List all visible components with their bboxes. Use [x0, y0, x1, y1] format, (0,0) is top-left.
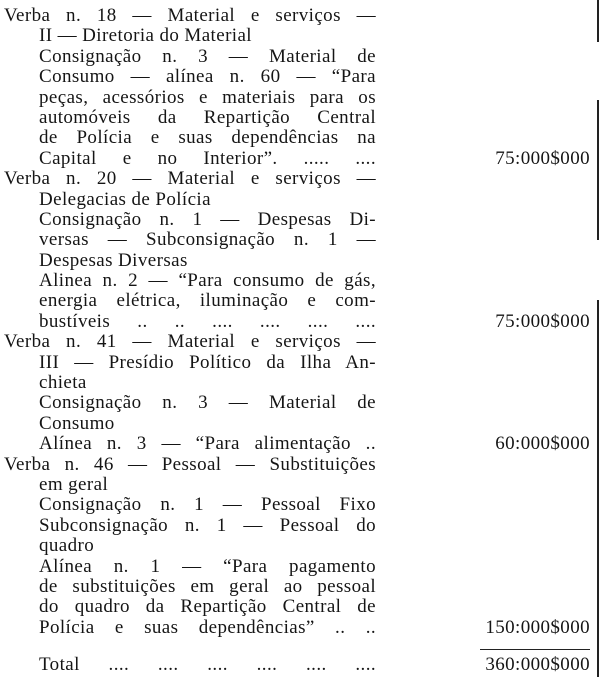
text-line: [0, 414, 600, 434]
line-text: Verba n. 20 — Material e serviços —: [4, 169, 376, 190]
column-border: [597, 100, 599, 240]
budget-listing: [0, 6, 600, 638]
line-text: Consumo — alínea n. 60 — “Para: [39, 67, 376, 88]
line-text: II — Diretoria do Material: [39, 26, 252, 47]
text-line: [0, 149, 600, 169]
text-line: [0, 455, 600, 475]
text-line: [0, 47, 600, 67]
line-text: III — Presídio Político da Ilha An-: [39, 352, 376, 373]
text-line: [0, 6, 600, 26]
text-line: [0, 393, 600, 413]
text-line: [0, 434, 600, 454]
line-amount: 60:000$000: [495, 433, 590, 455]
text-line: [0, 26, 600, 46]
line-text: do quadro da Repartição Central de: [39, 597, 376, 618]
text-line: [0, 618, 600, 638]
line-text: versas — Subconsignação n. 1 —: [39, 230, 376, 251]
text-line: [0, 312, 600, 332]
line-text: Alinea n. 2 — “Para consumo de gás,: [39, 271, 376, 292]
text-line: [0, 291, 600, 311]
line-text: Alínea n. 1 — “Para pagamento: [39, 556, 376, 577]
text-line: [0, 169, 600, 189]
line-text: Polícia e suas dependências” .. ..: [39, 617, 376, 638]
text-line: [0, 536, 600, 556]
line-text: Consignação n. 3 — Material de: [39, 393, 376, 414]
line-text: Delegacias de Polícia: [39, 189, 211, 210]
text-line: [0, 353, 600, 373]
text-line: [0, 108, 600, 128]
text-line: [0, 373, 600, 393]
line-text: de Polícia e suas dependências na: [39, 128, 376, 149]
text-line: [0, 495, 600, 515]
line-text: Consignação n. 1 — Pessoal Fixo: [39, 495, 376, 516]
line-text: Verba n. 46 — Pessoal — Substituições: [4, 454, 376, 475]
line-text: Consumo: [39, 413, 115, 434]
line-text: em geral: [39, 474, 109, 495]
total-label: Total .... .... .... .... .... ....: [39, 655, 376, 675]
line-text: Verba n. 18 — Material e serviços —: [4, 6, 376, 26]
line-text: Despesas Diversas: [39, 250, 188, 271]
line-text: automóveis da Repartição Central: [39, 107, 376, 128]
line-text: peças, acessórios e materiais para os: [39, 87, 376, 108]
text-line: [0, 516, 600, 536]
line-text: Consignação n. 3 — Material de: [39, 46, 376, 67]
line-amount: 75:000$000: [495, 147, 590, 169]
line-amount: 150:000$000: [485, 616, 590, 638]
line-text: Consignação n. 1 — Despesas Di-: [39, 209, 376, 230]
text-line: [0, 271, 600, 291]
text-line: [0, 332, 600, 352]
line-text: Capital e no Interior”. ..... ....: [39, 148, 376, 169]
line-text: Subconsignação n. 1 — Pessoal do: [39, 515, 376, 536]
text-line: [0, 190, 600, 210]
text-line: [0, 597, 600, 617]
line-text: energia elétrica, iluminação e com-: [39, 291, 376, 312]
text-line: [0, 210, 600, 230]
line-text: chieta: [39, 373, 87, 394]
text-line: [0, 128, 600, 148]
text-line: [0, 557, 600, 577]
text-line: [0, 475, 600, 495]
line-text: de substituições em geral ao pessoal: [39, 576, 376, 597]
total-amount: 360:000$000: [485, 654, 590, 675]
line-text: quadro: [39, 536, 95, 557]
text-line: [0, 230, 600, 250]
column-border: [597, 300, 599, 677]
text-line: [0, 577, 600, 597]
line-amount: 75:000$000: [495, 310, 590, 332]
sum-rule: [480, 649, 590, 650]
total-line: [0, 655, 600, 675]
column-border: [597, 0, 599, 42]
line-text: Alínea n. 3 — “Para alimentação ..: [39, 434, 376, 455]
text-line: [0, 251, 600, 271]
line-text: Verba n. 41 — Material e serviços —: [4, 332, 376, 353]
text-line: [0, 88, 600, 108]
line-text: bustíveis .. .. .... .... .... ....: [39, 311, 376, 332]
text-line: [0, 67, 600, 87]
